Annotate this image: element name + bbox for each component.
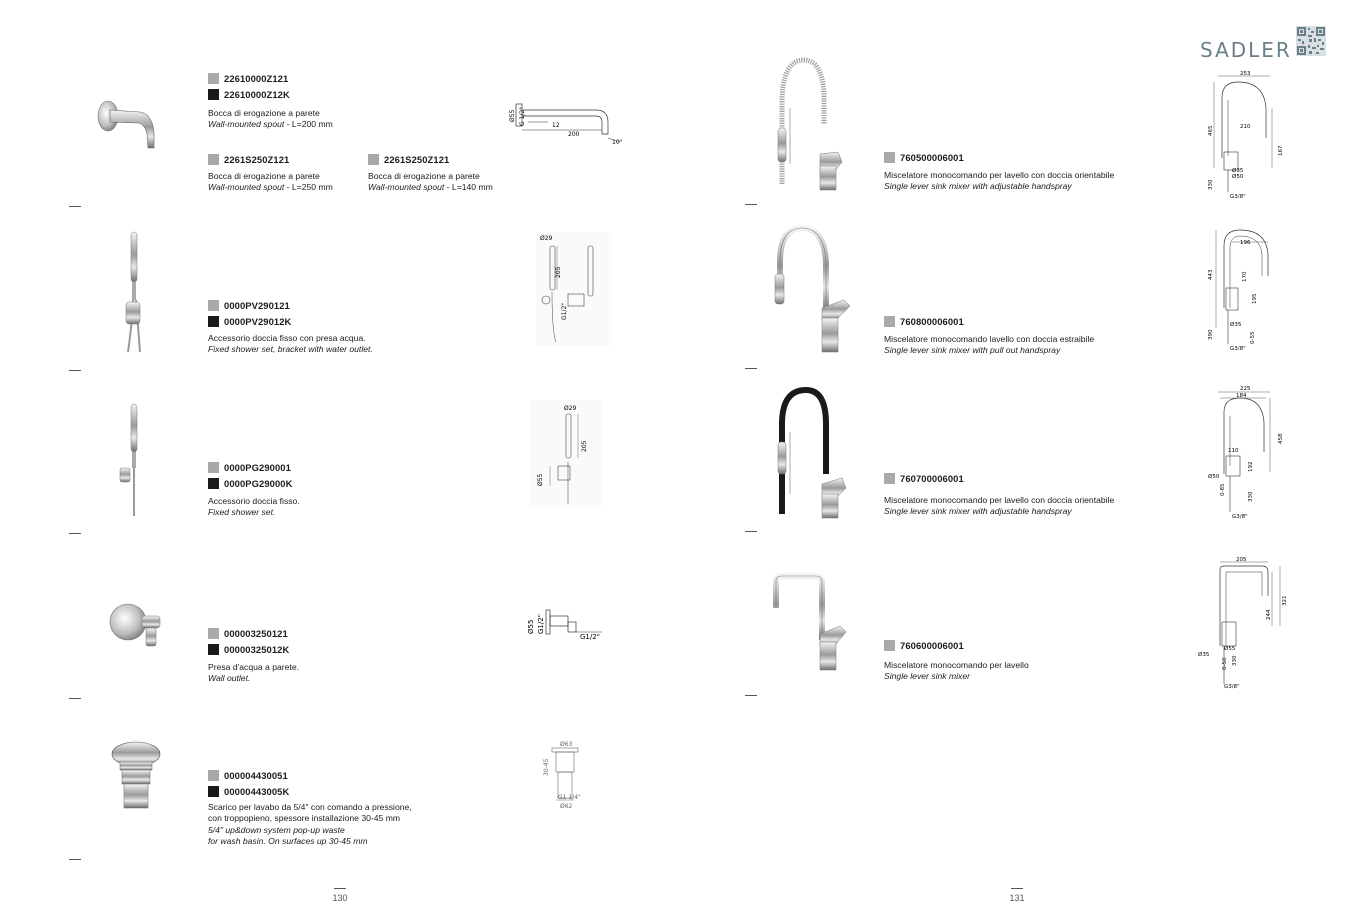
black-finish-swatch [208,316,219,327]
svg-text:Ø55: Ø55 [537,473,544,486]
fixed-shower-set-dimension-drawing [530,400,602,508]
chrome-finish-swatch [884,152,895,163]
brand-logo: SADLER [1200,38,1292,62]
section-divider [745,204,757,205]
product-code: 0000PG29000K [208,477,292,489]
svg-text:205: 205 [555,266,562,278]
section-divider [69,370,81,371]
svg-text:Ø50: Ø50 [1208,474,1220,480]
chrome-finish-swatch [208,628,219,639]
svg-text:390: 390 [1208,329,1214,340]
pop-up-waste-photo [110,740,162,810]
product-code: 760500006001 [884,151,964,163]
svg-text:0-55: 0-55 [1250,331,1256,344]
sink-mixer-pullout-photo [768,222,858,354]
chrome-finish-swatch [368,154,379,165]
chrome-finish-swatch [884,473,895,484]
wall-outlet-dimension-drawing [524,608,608,644]
product-description: Bocca di erogazione a parete Wall-mounted spout - L=200 mm [208,108,333,130]
svg-text:0-50: 0-50 [1222,657,1228,670]
svg-text:10°: 10° [612,139,623,146]
product-code: 760600006001 [884,639,964,651]
pop-up-waste-dimension-drawing [540,738,590,814]
product-code: 2261S250Z121 [368,153,449,165]
svg-text:244: 244 [1266,609,1272,620]
svg-text:G3/8": G3/8" [1224,684,1240,690]
section-divider [69,698,81,699]
chrome-finish-swatch [884,316,895,327]
svg-text:321: 321 [1282,595,1288,606]
svg-text:Ø55: Ø55 [1224,646,1236,652]
svg-text:167: 167 [1278,145,1284,156]
svg-text:330: 330 [1248,491,1254,502]
product-code: 22610000Z121 [208,72,288,84]
product-code: 760800006001 [884,315,964,327]
fixed-shower-set-photo [112,402,148,518]
product-description: Miscelatore monocomando per lavello con doccia orientabile Single lever sink mixer with adjustable handspray [884,495,1115,517]
product-description: Presa d'acqua a parete. Wall outlet. [208,662,299,684]
product-code: 0000PV29012K [208,315,291,327]
svg-text:G1 1/4": G1 1/4" [558,794,581,801]
section-divider [745,695,757,696]
product-code: 760700006001 [884,472,964,484]
section-divider [745,531,757,532]
page-number: 131 [1002,888,1032,903]
section-divider [69,859,81,860]
sink-mixer-spring-dimension-drawing [1204,68,1284,202]
product-description: Accessorio doccia fisso con presa acqua. Fixed shower set, bracket with water outlet. [208,333,373,355]
svg-text:458: 458 [1278,433,1284,444]
svg-text:G3/8": G3/8" [1230,346,1246,352]
sink-mixer-black-hose-photo [770,384,860,520]
svg-text:196: 196 [1240,240,1251,246]
chrome-finish-swatch [208,462,219,473]
svg-text:Ø55: Ø55 [509,109,516,122]
product-description: Bocca di erogazione a parete Wall-mounted spout - L=140 mm [368,171,493,193]
product-code: 0000PV290121 [208,299,290,311]
product-description: Miscelatore monocomando per lavello con doccia orientabile Single lever sink mixer with adjustable handspray [884,170,1115,192]
section-divider [69,206,81,207]
svg-text:Ø35: Ø35 [1198,652,1210,658]
svg-text:195: 195 [1252,293,1258,304]
sink-mixer-angular-photo [770,570,854,674]
svg-text:Ø55: Ø55 [527,619,535,634]
svg-text:Ø29: Ø29 [540,235,553,242]
svg-text:Ø62: Ø62 [560,803,573,810]
svg-text:192: 192 [1248,461,1254,472]
svg-text:253: 253 [1240,71,1251,77]
svg-text:465: 465 [1208,125,1214,136]
chrome-finish-swatch [208,770,219,781]
section-divider [745,368,757,369]
svg-text:G1/2": G1/2" [561,302,568,320]
product-code: 000003250121 [208,627,288,639]
chrome-finish-swatch [208,154,219,165]
qr-code-icon [1296,26,1326,56]
svg-text:443: 443 [1208,269,1214,280]
svg-text:210: 210 [1240,124,1251,130]
section-divider [69,533,81,534]
svg-text:Ø50: Ø50 [1232,174,1244,180]
svg-text:205: 205 [1236,557,1247,563]
sink-mixer-pullout-dimension-drawing [1204,220,1284,354]
svg-text:205: 205 [581,440,588,452]
black-finish-swatch [208,644,219,655]
page-number: 130 [325,888,355,903]
svg-text:Ø63: Ø63 [560,741,573,748]
wall-spout-dimension-drawing [508,100,628,150]
svg-text:110: 110 [1228,448,1239,454]
svg-text:30-45: 30-45 [543,758,550,776]
product-code: 00000443005K [208,785,289,797]
svg-text:200: 200 [568,131,580,138]
product-description: Miscelatore monocomando per lavello Single lever sink mixer [884,660,1029,682]
product-description: Accessorio doccia fisso. Fixed shower set. [208,496,300,518]
black-finish-swatch [208,89,219,100]
chrome-finish-swatch [884,640,895,651]
chrome-finish-swatch [208,73,219,84]
svg-text:330: 330 [1208,179,1214,190]
sink-mixer-angular-dimension-drawing [1196,556,1286,692]
black-finish-swatch [208,478,219,489]
svg-text:0-85: 0-85 [1220,483,1226,496]
svg-text:330: 330 [1232,655,1238,666]
product-code: 22610000Z12K [208,88,290,100]
svg-text:G1/2": G1/2" [537,614,545,634]
svg-text:170: 170 [1242,271,1248,282]
black-finish-swatch [208,786,219,797]
svg-text:G3/8": G3/8" [1232,514,1248,520]
product-code: 2261S250Z121 [208,153,289,165]
product-description: Miscelatore monocomando lavello con doccia estraibile Single lever sink mixer with pull out handspray [884,334,1095,356]
shower-set-photo [112,230,152,354]
svg-text:G1/2": G1/2" [580,633,600,641]
svg-text:184: 184 [1236,393,1247,399]
wall-outlet-photo [108,600,164,648]
svg-text:G3/8": G3/8" [1230,194,1246,200]
product-code: 0000PG290001 [208,461,291,473]
product-description: Scarico per lavabo da 5/4" con comando a pressione, con troppopieno, spessore installazione 30-45 mm 5/4" up&down system pop-up waste for wash basin. On surfaces up 30-45 mm [208,802,412,847]
product-description: Bocca di erogazione a parete Wall-mounted spout - L=250 mm [208,171,333,193]
svg-text:12: 12 [552,122,560,129]
svg-text:G 1/2": G 1/2" [519,107,526,126]
product-code: 000004430051 [208,769,288,781]
product-code: 00000325012K [208,643,289,655]
svg-text:Ø35: Ø35 [1230,322,1242,328]
svg-text:225: 225 [1240,386,1251,392]
svg-text:Ø29: Ø29 [564,405,577,412]
sink-mixer-spring-photo [770,54,860,194]
sink-mixer-black-hose-dimension-drawing [1204,382,1284,522]
shower-set-dimension-drawing [536,232,612,346]
svg-text:Ø35: Ø35 [1232,168,1244,174]
wall-spout-photo [96,98,158,154]
chrome-finish-swatch [208,300,219,311]
